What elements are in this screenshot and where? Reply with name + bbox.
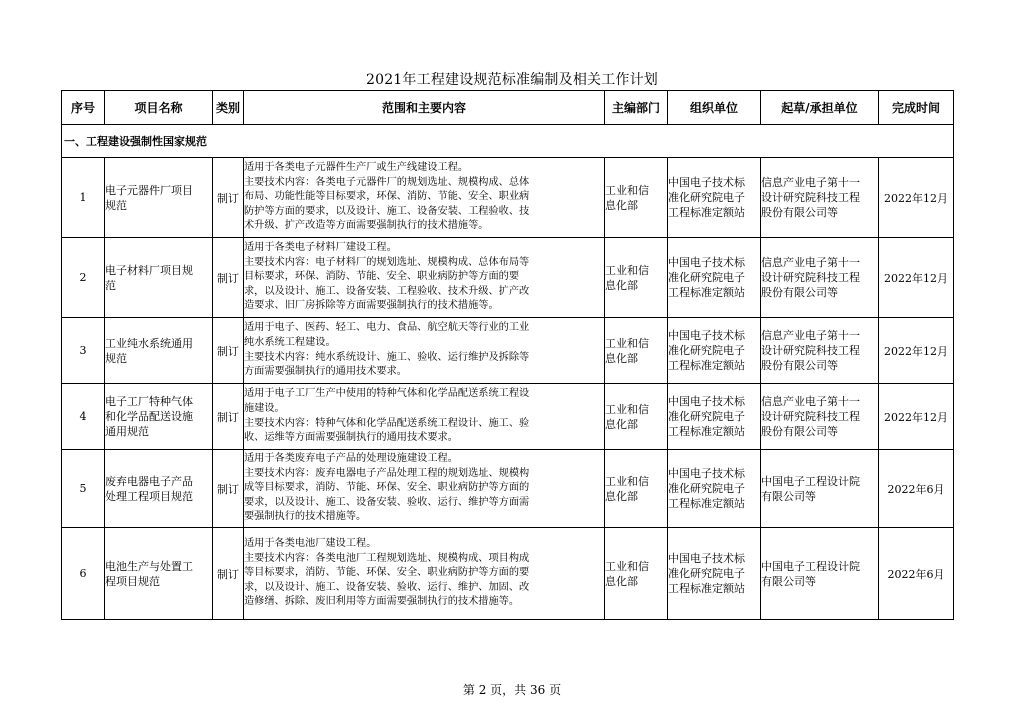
work-plan-table xyxy=(61,90,954,620)
row-org-line: 工程标准定额站 xyxy=(668,425,745,438)
row-drafter-line: 有限公司等 xyxy=(761,489,816,503)
row-drafter xyxy=(761,158,879,238)
row-date: 2022年6月 xyxy=(879,528,954,620)
row-scope-line: 求，以及设计、施工、设备安装、工程验收、技术升级、扩产改 xyxy=(244,285,530,297)
row-drafter-line: 股份有限公司等 xyxy=(761,425,838,438)
row-dept-line: 工业和信 xyxy=(605,336,649,350)
row-drafter-line: 信息产业电子第十一 xyxy=(761,256,860,269)
row-drafter-line: 有限公司等 xyxy=(761,574,816,588)
header-row xyxy=(62,91,954,125)
row-drafter xyxy=(761,528,879,620)
row-org-line: 准化研究院电子 xyxy=(668,344,745,357)
row-project-name-line: 通用规范 xyxy=(105,425,149,438)
row-type: 制订 xyxy=(213,158,244,238)
table-row xyxy=(62,450,954,528)
row-dept-line: 工业和信 xyxy=(605,474,649,488)
row-dept xyxy=(605,158,668,238)
row-org-line: 工程标准定额站 xyxy=(668,206,745,219)
row-project-name-line: 工业纯水系统通用 xyxy=(105,336,193,350)
header-drafter: 起草/承担单位 xyxy=(761,91,879,125)
row-drafter-line: 股份有限公司等 xyxy=(761,286,838,299)
table-row xyxy=(62,528,954,620)
row-dept-line: 工业和信 xyxy=(605,559,649,573)
row-org-line: 工程标准定额站 xyxy=(668,497,745,510)
row-type: 制订 xyxy=(213,528,244,620)
row-dept xyxy=(605,450,668,528)
row-dept-line: 工业和信 xyxy=(605,263,649,277)
row-scope-line: 防护等方面的要求，以及设计、施工、设备安装、工程验收、技 xyxy=(244,205,530,217)
header-type: 类别 xyxy=(213,91,244,125)
row-drafter-line: 中国电子工程设计院 xyxy=(761,559,860,573)
row-scope-line: 术升级、扩产改造等方面需要强制执行的技术措施等。 xyxy=(244,220,489,232)
row-drafter-line: 信息产业电子第十一 xyxy=(761,176,860,189)
row-drafter xyxy=(761,384,879,450)
row-drafter-line: 信息产业电子第十一 xyxy=(761,329,860,342)
row-scope-line: 适用于各类电子材料厂建设工程。 xyxy=(244,242,397,254)
header-org: 组织单位 xyxy=(668,91,761,125)
row-scope-line: 主要技术内容：特种气体和化学品配送系统工程设计、施工、验 xyxy=(244,417,530,429)
row-org-line: 中国电子技术标 xyxy=(668,552,745,565)
row-scope-line: 主要技术内容：各类电池厂工程规划选址、规模构成、项目构成 xyxy=(244,552,530,564)
row-scope-line: 纯水系统工程建设。 xyxy=(244,336,336,348)
row-org-line: 准化研究院电子 xyxy=(668,567,745,580)
row-project-name xyxy=(105,384,213,450)
section-row xyxy=(62,125,954,158)
row-dept-line: 工业和信 xyxy=(605,402,649,416)
row-seq: 2 xyxy=(62,238,105,318)
row-seq: 6 xyxy=(62,528,105,620)
row-org-line: 准化研究院电子 xyxy=(668,410,745,423)
row-drafter-line: 设计研究院科技工程 xyxy=(761,410,860,423)
row-dept-line: 息化部 xyxy=(605,351,638,365)
table-row xyxy=(62,238,954,318)
header-name: 项目名称 xyxy=(105,91,213,125)
row-scope-line: 适用于电子工厂生产中使用的特种气体和化学品配送系统工程设 xyxy=(244,388,530,400)
row-project-name xyxy=(105,450,213,528)
row-org-line: 工程标准定额站 xyxy=(668,582,745,595)
row-dept xyxy=(605,528,668,620)
row-drafter xyxy=(761,238,879,318)
row-project-name xyxy=(105,238,213,318)
table-row xyxy=(62,158,954,238)
row-dept-line: 工业和信 xyxy=(605,183,649,197)
header-seq: 序号 xyxy=(62,91,105,125)
row-scope-line: 施建设。 xyxy=(244,402,285,414)
row-org-line: 中国电子技术标 xyxy=(668,467,745,480)
row-dept-line: 息化部 xyxy=(605,417,638,431)
row-org-line: 工程标准定额站 xyxy=(668,286,745,299)
row-drafter-line: 信息产业电子第十一 xyxy=(761,395,860,408)
row-type: 制订 xyxy=(213,238,244,318)
row-type: 制订 xyxy=(213,384,244,450)
row-dept-line: 息化部 xyxy=(605,198,638,212)
header-date: 完成时间 xyxy=(879,91,954,125)
row-date: 2022年12月 xyxy=(879,158,954,238)
table-row xyxy=(62,318,954,384)
row-scope xyxy=(244,238,605,318)
row-drafter xyxy=(761,450,879,528)
row-date: 2022年12月 xyxy=(879,384,954,450)
row-org xyxy=(668,318,761,384)
row-org xyxy=(668,158,761,238)
row-scope-line: 方面需要强制执行的通用技术要求。 xyxy=(244,366,407,378)
row-scope-line: 适用于电子、医药、轻工、电力、食品、航空航天等行业的工业 xyxy=(244,322,530,334)
row-scope-line: 要强制执行的技术措施等。 xyxy=(244,511,367,523)
document-title: 2021年工程建设规范标准编制及相关工作计划 xyxy=(365,72,659,88)
row-org xyxy=(668,238,761,318)
row-project-name-line: 电子工厂特种气体 xyxy=(105,395,193,408)
row-org xyxy=(668,528,761,620)
row-date: 2022年12月 xyxy=(879,238,954,318)
row-org-line: 中国电子技术标 xyxy=(668,256,745,269)
row-scope-line: 造要求、旧厂房拆除等方面需要强制执行的技术措施等。 xyxy=(244,300,499,312)
row-scope xyxy=(244,528,605,620)
section-title: 一、工程建设强制性国家规范 xyxy=(62,125,954,158)
row-scope-line: 主要技术内容：纯水系统设计、施工、验收、运行维护及拆除等 xyxy=(244,351,530,363)
row-scope-line: 主要技术内容：废弃电器电子产品处理工程的规划选址、规模构 xyxy=(244,467,530,479)
row-project-name xyxy=(105,158,213,238)
row-drafter-line: 设计研究院科技工程 xyxy=(761,271,860,284)
row-seq: 3 xyxy=(62,318,105,384)
row-seq: 5 xyxy=(62,450,105,528)
header-dept: 主编部门 xyxy=(605,91,668,125)
page-footer: 第 2 页，共 36 页 xyxy=(462,683,562,697)
row-scope-line: 等目标要求，消防、节能、环保、安全、职业病防护等方面的要 xyxy=(244,567,530,579)
row-project-name-line: 范 xyxy=(105,278,116,292)
row-project-name-line: 处理工程项目规范 xyxy=(105,489,193,503)
row-scope-line: 造修缮、拆除、废旧利用等方面需要强制执行的技术措施等。 xyxy=(244,596,520,608)
row-project-name-line: 废弃电器电子产品 xyxy=(105,474,193,488)
row-project-name-line: 规范 xyxy=(105,198,127,212)
row-scope-line: 主要技术内容：电子材料厂的规划选址、规模构成、总体布局等 xyxy=(244,256,530,268)
row-project-name-line: 规范 xyxy=(105,351,127,365)
row-project-name-line: 电子元器件厂项目 xyxy=(105,183,193,197)
row-seq: 4 xyxy=(62,384,105,450)
row-org-line: 准化研究院电子 xyxy=(668,191,745,204)
row-dept xyxy=(605,318,668,384)
row-scope-line: 要求，以及设计、施工、设备安装、验收、运行、维护等方面需 xyxy=(244,496,530,508)
row-project-name-line: 和化学品配送设施 xyxy=(105,410,193,423)
row-scope-line: 适用于各类废弃电子产品的处理设施建设工程。 xyxy=(244,453,458,465)
row-scope xyxy=(244,384,605,450)
row-scope-line: 目标要求，环保、消防、节能、安全、职业病防护等方面的要 xyxy=(244,271,520,283)
row-scope-line: 适用于各类电子元器件生产厂或生产线建设工程。 xyxy=(244,162,469,174)
row-dept xyxy=(605,238,668,318)
row-dept xyxy=(605,384,668,450)
row-project-name-line: 程项目规范 xyxy=(105,574,160,588)
row-scope xyxy=(244,450,605,528)
row-project-name xyxy=(105,318,213,384)
row-org-line: 准化研究院电子 xyxy=(668,271,745,284)
row-scope-line: 成等目标要求，消防、节能、环保、安全、职业病防护等方面的 xyxy=(244,482,530,494)
row-type: 制订 xyxy=(213,450,244,528)
header-scope: 范围和主要内容 xyxy=(244,91,605,125)
row-org-line: 中国电子技术标 xyxy=(668,329,745,342)
row-project-name-line: 电子材料厂项目规 xyxy=(105,263,193,277)
row-org-line: 中国电子技术标 xyxy=(668,176,745,189)
row-org-line: 准化研究院电子 xyxy=(668,482,745,495)
row-org xyxy=(668,450,761,528)
row-drafter-line: 中国电子工程设计院 xyxy=(761,474,860,488)
row-dept-line: 息化部 xyxy=(605,278,638,292)
row-scope xyxy=(244,318,605,384)
row-project-name xyxy=(105,528,213,620)
row-project-name-line: 电池生产与处置工 xyxy=(105,559,193,573)
row-drafter-line: 股份有限公司等 xyxy=(761,359,838,372)
row-scope-line: 求，以及设计、施工、设备安装、验收、运行、维护、加固、改 xyxy=(244,581,530,593)
row-scope-line: 主要技术内容：各类电子元器件厂的规划选址、规模构成、总体 xyxy=(244,176,530,188)
row-org-line: 中国电子技术标 xyxy=(668,395,745,408)
row-dept-line: 息化部 xyxy=(605,574,638,588)
row-scope xyxy=(244,158,605,238)
row-org-line: 工程标准定额站 xyxy=(668,359,745,372)
row-drafter-line: 设计研究院科技工程 xyxy=(761,344,860,357)
row-seq: 1 xyxy=(62,158,105,238)
row-drafter-line: 设计研究院科技工程 xyxy=(761,191,860,204)
row-date: 2022年6月 xyxy=(879,450,954,528)
row-drafter-line: 股份有限公司等 xyxy=(761,206,838,219)
row-date: 2022年12月 xyxy=(879,318,954,384)
row-org xyxy=(668,384,761,450)
row-type: 制订 xyxy=(213,318,244,384)
row-drafter xyxy=(761,318,879,384)
row-dept-line: 息化部 xyxy=(605,489,638,503)
row-scope-line: 布局、功能性能等目标要求，环保、消防、节能、安全、职业病 xyxy=(244,191,530,203)
table-row xyxy=(62,384,954,450)
row-scope-line: 适用于各类电池厂建设工程。 xyxy=(244,538,377,550)
row-scope-line: 收、运维等方面需要强制执行的通用技术要求。 xyxy=(244,432,458,444)
